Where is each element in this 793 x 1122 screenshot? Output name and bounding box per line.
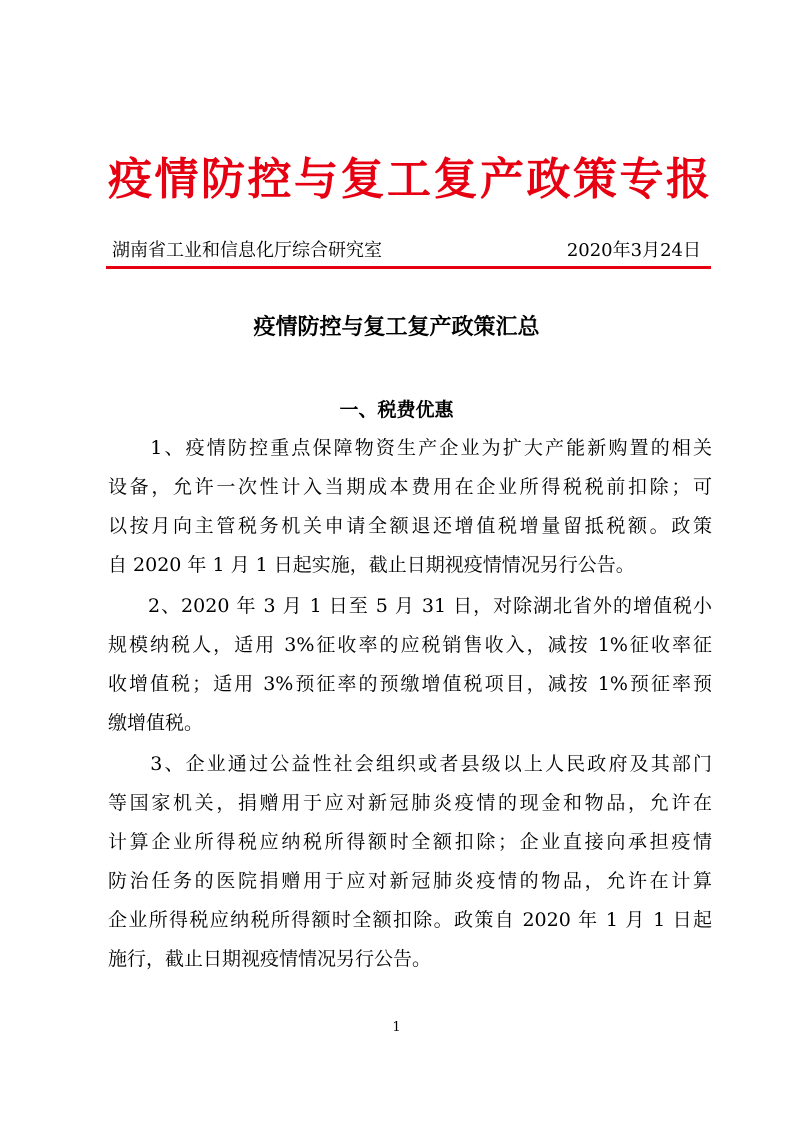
page-number: 1 xyxy=(392,1020,401,1035)
section-heading: 一、税费优惠 xyxy=(339,399,454,421)
paragraph xyxy=(108,429,712,585)
paragraph-line: 施行，截止日期视疫情情况另行公告。 xyxy=(108,948,432,970)
paragraph-line: 以按月向主管税务机关申请全额退还增值税增量留抵税额。政策 xyxy=(108,515,712,537)
masthead-title: 疫情防控与复工复产政策专报 xyxy=(108,154,710,205)
issue-date: 2020年3月24日 xyxy=(566,240,701,261)
issuing-organization: 湖南省工业和信息化厅综合研究室 xyxy=(112,240,382,261)
document-body xyxy=(108,429,712,981)
paragraph-line: 2、2020 年 3 月 1 日至 5 月 31 日，对除湖北省外的增值税小 xyxy=(108,595,712,617)
paragraph xyxy=(108,745,712,979)
paragraph-line: 3、企业通过公益性社会组织或者县级以上人民政府及其部门 xyxy=(108,753,712,775)
paragraph-line: 收增值税；适用 3%预征率的预缴增值税项目，减按 1%预征率预 xyxy=(108,673,712,695)
paragraph xyxy=(108,587,712,743)
red-divider xyxy=(106,266,711,269)
paragraph-line: 企业所得税应纳税所得额时全额扣除。政策自 2020 年 1 月 1 日起 xyxy=(108,909,712,931)
paragraph-line: 计算企业所得税应纳税所得额时全额扣除；企业直接向承担疫情 xyxy=(108,831,712,853)
paragraph-line: 设备，允许一次性计入当期成本费用在企业所得税税前扣除；可 xyxy=(108,476,712,498)
paragraph-line: 1、疫情防控重点保障物资生产企业为扩大产能新购置的相关 xyxy=(108,437,712,459)
paragraph-line: 自 2020 年 1 月 1 日起实施，截止日期视疫情情况另行公告。 xyxy=(108,554,635,576)
paragraph-line: 缴增值税。 xyxy=(108,712,204,734)
paragraph-line: 等国家机关，捐赠用于应对新冠肺炎疫情的现金和物品，允许在 xyxy=(108,792,712,814)
paragraph-line: 防治任务的医院捐赠用于应对新冠肺炎疫情的物品，允许在计算 xyxy=(108,870,712,892)
document-title: 疫情防控与复工复产政策汇总 xyxy=(253,314,540,340)
paragraph-line: 规模纳税人，适用 3%征收率的应税销售收入，减按 1%征收率征 xyxy=(108,634,712,656)
